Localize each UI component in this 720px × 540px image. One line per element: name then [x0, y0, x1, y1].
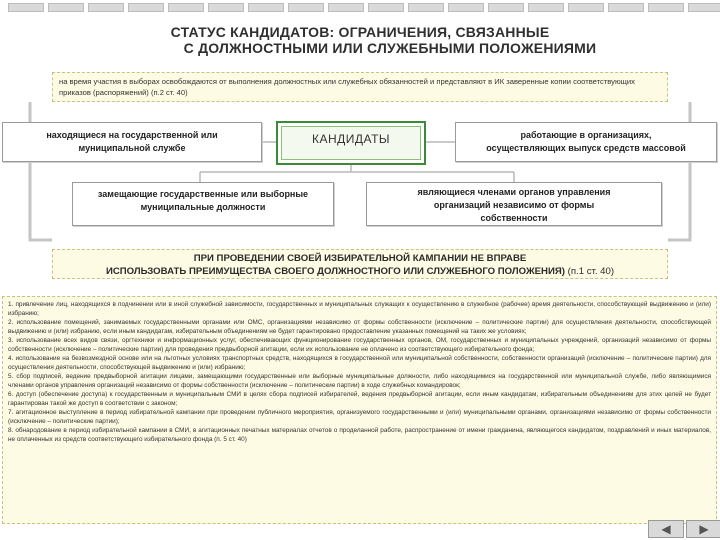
elected-line-1: замещающие государственные или выборные [97, 189, 309, 199]
prohibitions-list [2, 296, 717, 524]
page-title [60, 24, 660, 56]
management-line-3: собственности [480, 213, 548, 223]
list-item: 4. использование на безвозмездной основе или на льготных условиях транспортных средств, находящихся в государственной или муниципальной собственности, собственности организаций (исключение – политические партии) для осуществления деятельности, способствующей выдвижению и (или) избранию; [8, 355, 711, 371]
media-line-1: работающие в организациях, [520, 130, 652, 140]
list-item: 5. сбор подписей, ведение предвыборной агитации лицами, замещающими государственные или выборные муниципальные должности, либо находящимися на государственной или муниципальной службе, либо являющимися членами органов управления организаций независимо от формы собственности (исключение – политические партии) в ходе служебных командировок; [8, 373, 711, 389]
restriction-line-1: ПРИ ПРОВЕДЕНИИ СВОЕЙ ИЗБИРАТЕЛЬНОЙ КАМПАНИИ НЕ ВПРАВЕ [193, 253, 527, 264]
candidates-label: КАНДИДАТЫ [281, 126, 421, 160]
next-slide-button[interactable] [686, 520, 720, 538]
arrow-left-icon: ◀ [661, 522, 671, 536]
elected-line-2: муниципальные должности [140, 202, 266, 212]
list-item: 6. доступ (обеспечение доступа) к государственным и муниципальным СМИ в целях сбора подписей избирателей, ведения предвыборной агитации, если иным кандидатам, избирательным объединениям для этих целей не будет гарантирован такой же доступ в соответствии с законом; [8, 391, 711, 407]
media-organizations-box [455, 122, 717, 162]
elected-positions-box [72, 182, 334, 226]
management-line-2: организаций независимо от формы [433, 200, 595, 210]
title-line-2: С ДОЛЖНОСТНЫМИ ИЛИ СЛУЖЕБНЫМИ ПОЛОЖЕНИЯМИ [183, 40, 597, 56]
release-note-box: на время участия в выборах освобождаются от выполнения должностных или служебных обязанностей и представляют в ИК заверенные копии соответствующих приказов (распоряжений) (п.2 ст. 40) [52, 72, 668, 102]
list-item: 3. использование всех видов связи, оргтехники и информационных услуг, обеспечивающих функционирование государственных органов, ОМ, государственных и муниципальных учреждений, организаций независимо от формы собственности (исключение – политические партии) для проведения предвыборной агитации, если их использование не оплачено из соответствующего избирательного фонда; [8, 337, 711, 353]
title-line-1: СТАТУС КАНДИДАТОВ: ОГРАНИЧЕНИЯ, СВЯЗАННЫЕ [170, 24, 550, 40]
list-item: 8. обнародование в период избирательной кампании в СМИ, в агитационных печатных материалах отчетов о проделанной работе, распространение от имени гражданина, являющегося кандидатом, поздравлений и иных материалов, не оплаченных из средств соответствующего избирательного фонда (п. 5 ст. 40) [8, 427, 711, 443]
media-line-2: осуществляющих выпуск средств массовой [486, 143, 686, 153]
candidates-box [276, 121, 426, 165]
list-item: 2. использование помещений, занимаемых государственными органами или ОМС, организациями независимо от формы собственности (исключение – политические партии) для осуществления деятельности, способствующей выдвижению и (или) избранию, если иным кандидатам, избирательным объединениям не будет гарантировано предоставление указанных помещений на таких же условиях; [8, 319, 711, 335]
civil-service-box [2, 122, 262, 162]
restriction-reference: (п.1 ст. 40) [567, 266, 615, 277]
management-line-1: являющиеся членами органов управления [417, 187, 611, 197]
restriction-line-2: ИСПОЛЬЗОВАТЬ ПРЕИМУЩЕСТВА СВОЕГО ДОЛЖНОСТНОГО ИЛИ СЛУЖЕБНОГО ПОЛОЖЕНИЯ) [105, 266, 565, 277]
list-item: 7. агитационное выступление в период избирательной кампании при проведении публичного мероприятия, организуемого государственными и (или) муниципальными органами, организациями независимо от формы собственности (исключение – политические партии); [8, 409, 711, 425]
arrow-right-icon: ▶ [699, 522, 709, 536]
civil-service-line-2: муниципальной службе [78, 143, 186, 153]
restriction-box [52, 249, 668, 279]
previous-slide-button[interactable] [648, 520, 684, 538]
management-members-box [366, 182, 662, 226]
civil-service-line-1: находящиеся на государственной или [46, 130, 218, 140]
list-item: 1. привлечение лиц, находящихся в подчинении или в иной служебной зависимости, государственных и муниципальных служащих к осуществлению в служебное (рабочее) время деятельности, способствующей выдвижению и (или) избранию; [8, 301, 711, 317]
